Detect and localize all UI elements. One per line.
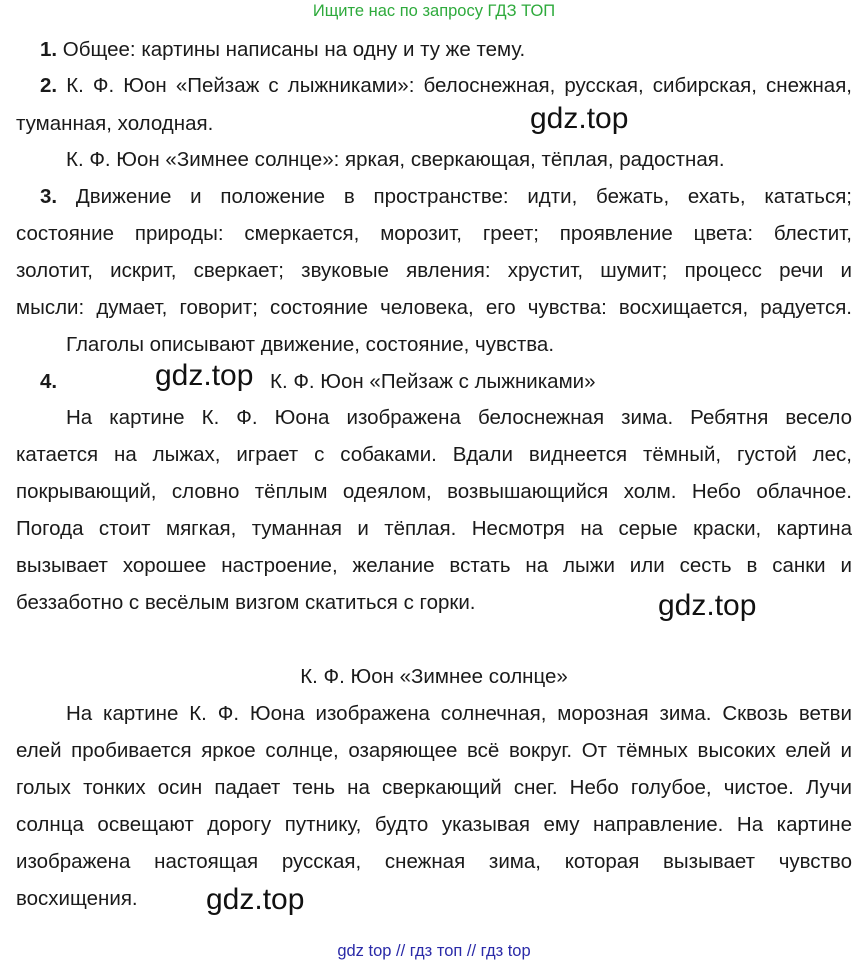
item-4-p2-line-5: изображена настоящая русская, снежная зима, которая вызывает чувство xyxy=(16,850,852,873)
footer-link-gdz-top[interactable]: gdz top xyxy=(337,942,392,960)
item-1-text: Общее: картины написаны на одну и ту же тему. xyxy=(57,38,526,61)
watermark: gdz.top xyxy=(658,589,757,622)
item-2-line-2: туманная, холодная. xyxy=(16,112,214,135)
item-4-p1-line-1: На картине К. Ф. Юона изображена белоснежная зима. Ребятня весело xyxy=(66,406,852,429)
item-1-number: 1. xyxy=(40,38,58,61)
item-1 xyxy=(40,37,525,62)
footer-link-gdz-top-ru[interactable]: гдз топ xyxy=(409,942,463,960)
footer-link-gdz-top-mixed[interactable]: гдз top xyxy=(480,942,531,960)
item-2-number: 2. xyxy=(40,74,58,97)
watermark: gdz.top xyxy=(206,883,305,916)
item-3-line-3: золотит, искрит, сверкает; звуковые явления: хрустит, шумит; процесс речи и xyxy=(16,259,852,282)
item-4-p1-line-4: Погода стоит мягкая, туманная и тёплая. Несмотря на серые краски, картина xyxy=(16,517,852,540)
watermark: gdz.top xyxy=(155,359,254,392)
item-4-number: 4. xyxy=(40,370,58,393)
item-4-p1-line-5: вызывает хорошее настроение, желание встать на лыжи или сесть в санки и xyxy=(16,554,852,577)
watermark: gdz.top xyxy=(530,102,629,135)
item-4-p1-line-3: покрывающий, словно тёплым одеялом, возвышающийся холм. Небо облачное. xyxy=(16,480,852,503)
item-3-line-1: 3. Движение и положение в пространстве: идти, бежать, ехать, кататься; xyxy=(40,185,852,208)
item-4-title-1: К. Ф. Юон «Пейзаж с лыжниками» xyxy=(270,370,596,393)
item-4-p2-line-6: восхищения. xyxy=(16,887,138,910)
item-3-line-2: состояние природы: смеркается, морозит, греет; проявление цвета: блестит, xyxy=(16,222,852,245)
item-4-p2-line-2: елей пробивается яркое солнце, озаряющее всё вокруг. От тёмных высоких елей и xyxy=(16,739,852,762)
footer-links xyxy=(0,942,868,961)
footer-separator: // xyxy=(391,942,410,960)
item-4-p2-line-1: На картине К. Ф. Юона изображена солнечная, морозная зима. Сквозь ветви xyxy=(66,702,852,725)
item-4-p2-line-4: солнца освещают дорогу путнику, будто указывая ему направление. На картине xyxy=(16,813,852,836)
item-2-line-3: К. Ф. Юон «Зимнее солнце»: яркая, сверкающая, тёплая, радостная. xyxy=(66,148,725,171)
item-4-title-2: К. Ф. Юон «Зимнее солнце» xyxy=(300,665,568,688)
item-4-p2-line-3: голых тонких осин падает тень на сверкающий снег. Небо голубое, чистое. Лучи xyxy=(16,776,852,799)
header-banner: Ищите нас по запросу ГДЗ ТОП xyxy=(312,2,556,20)
item-3-number: 3. xyxy=(40,185,58,208)
item-3-line-5: Глаголы описывают движение, состояние, чувства. xyxy=(66,333,555,356)
item-4-p1-line-2: катается на лыжах, играет с собаками. Вдали виднеется тёмный, густой лес, xyxy=(16,443,852,466)
item-3-line-4: мысли: думает, говорит; состояние человека, его чувства: восхищается, радуется. xyxy=(16,296,852,319)
item-4-p1-line-6: беззаботно с весёлым визгом скатиться с горки. xyxy=(16,591,476,614)
footer-separator: // xyxy=(462,942,481,960)
item-2-line-1: 2. К. Ф. Юон «Пейзаж с лыжниками»: белоснежная, русская, сибирская, снежная, xyxy=(40,74,852,97)
